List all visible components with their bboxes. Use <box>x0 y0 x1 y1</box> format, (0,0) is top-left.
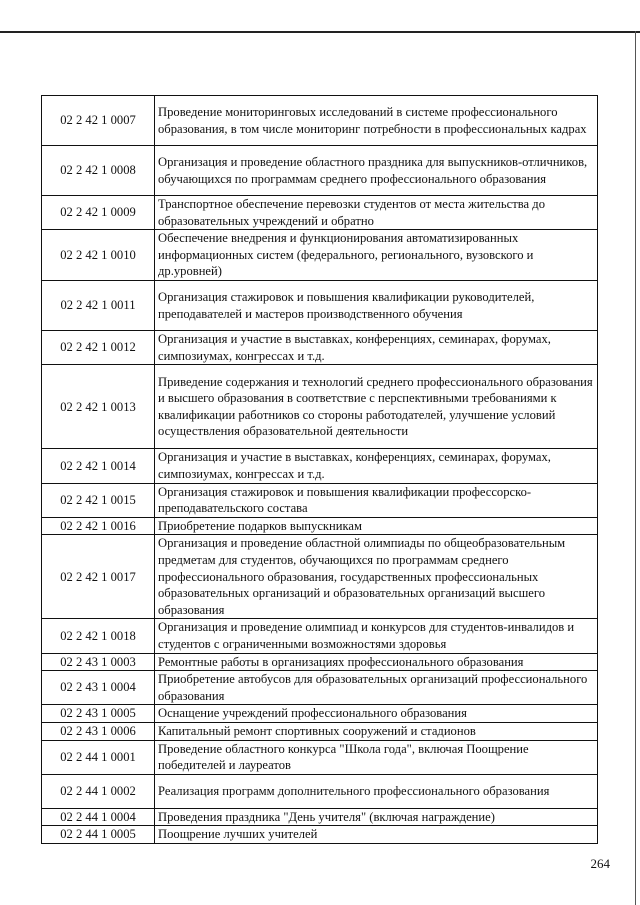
table-row <box>42 740 598 774</box>
table-row <box>42 826 598 844</box>
description-cell: Поощрение лучших учителей <box>155 826 598 844</box>
description-cell: Организация и проведение областной олимпиады по общеобразовательным предметам для студентов, обучающихся по программам среднего профессионального образования, государственных профессиональных образовательных организаций и образовательных организаций высшего образования <box>155 535 598 619</box>
code-cell: 02 2 42 1 0007 <box>42 96 155 146</box>
table-row <box>42 653 598 671</box>
description-cell: Организация стажировок и повышения квалификации профессорско-преподавательского состава <box>155 483 598 517</box>
code-cell: 02 2 44 1 0001 <box>42 740 155 774</box>
description-cell: Организация стажировок и повышения квалификации руководителей, преподавателей и мастеров производственного обучения <box>155 281 598 331</box>
code-cell: 02 2 42 1 0017 <box>42 535 155 619</box>
description-cell: Проведение мониторинговых исследований в системе профессионального образования, в том числе мониторинг потребности в профессиональных кадрах <box>155 96 598 146</box>
description-cell: Реализация программ дополнительного профессионального образования <box>155 774 598 808</box>
code-cell: 02 2 44 1 0002 <box>42 774 155 808</box>
page-number: 264 <box>590 856 610 871</box>
table-row <box>42 281 598 331</box>
code-cell: 02 2 42 1 0013 <box>42 365 155 449</box>
description-cell: Организация и проведение областного праздника для выпускников-отличников, обучающихся по программам среднего профессионального образования <box>155 146 598 196</box>
description-cell: Организация и участие в выставках, конференциях, семинарах, форумах, симпозиумах, конгрессах и т.д. <box>155 331 598 365</box>
code-cell: 02 2 42 1 0012 <box>42 331 155 365</box>
description-cell: Приведение содержания и технологий среднего профессионального образования и высшего образования в соответствие с перспективными требованиями к квалификации работников со стороны работодателей, улучшение условий осуществления образовательной деятельности <box>155 365 598 449</box>
code-cell: 02 2 42 1 0015 <box>42 483 155 517</box>
table-row <box>42 196 598 230</box>
description-cell: Приобретение автобусов для образовательных организаций профессионального образования <box>155 671 598 705</box>
table-row <box>42 483 598 517</box>
code-cell: 02 2 42 1 0018 <box>42 619 155 653</box>
description-cell: Обеспечение внедрения и функционирования автоматизированных информационных систем (федерального, регионального, вузовского и др.уровней) <box>155 230 598 281</box>
code-cell: 02 2 42 1 0010 <box>42 230 155 281</box>
table-row <box>42 449 598 483</box>
table-row <box>42 230 598 281</box>
code-cell: 02 2 43 1 0003 <box>42 653 155 671</box>
code-cell: 02 2 44 1 0004 <box>42 808 155 826</box>
code-cell: 02 2 42 1 0008 <box>42 146 155 196</box>
description-cell: Оснащение учреждений профессионального образования <box>155 705 598 723</box>
description-cell: Проведения праздника "День учителя" (включая награждение) <box>155 808 598 826</box>
table-row <box>42 365 598 449</box>
table-row <box>42 705 598 723</box>
code-cell: 02 2 42 1 0014 <box>42 449 155 483</box>
page-right-border <box>635 31 636 905</box>
document-page <box>41 95 598 844</box>
description-cell: Организация и участие в выставках, конференциях, семинарах, форумах, симпозиумах, конгрессах и т.д. <box>155 449 598 483</box>
table-row <box>42 671 598 705</box>
description-cell: Ремонтные работы в организациях профессионального образования <box>155 653 598 671</box>
table-row <box>42 722 598 740</box>
description-cell: Организация и проведение олимпиад и конкурсов для студентов-инвалидов и студентов с ограниченными возможностями здоровья <box>155 619 598 653</box>
table-row <box>42 146 598 196</box>
code-cell: 02 2 42 1 0016 <box>42 517 155 535</box>
page-top-border <box>0 31 640 33</box>
code-cell: 02 2 42 1 0011 <box>42 281 155 331</box>
code-cell: 02 2 43 1 0004 <box>42 671 155 705</box>
table-row <box>42 96 598 146</box>
description-cell: Капитальный ремонт спортивных сооружений и стадионов <box>155 722 598 740</box>
description-cell: Приобретение подарков выпускникам <box>155 517 598 535</box>
description-cell: Транспортное обеспечение перевозки студентов от места жительства до образовательных учреждений и обратно <box>155 196 598 230</box>
table-row <box>42 774 598 808</box>
table-row <box>42 517 598 535</box>
code-cell: 02 2 44 1 0005 <box>42 826 155 844</box>
table-row <box>42 808 598 826</box>
table-row <box>42 331 598 365</box>
table-row <box>42 619 598 653</box>
description-cell: Проведение областного конкурса "Школа года", включая Поощрение победителей и лауреатов <box>155 740 598 774</box>
code-cell: 02 2 42 1 0009 <box>42 196 155 230</box>
budget-codes-table <box>41 95 598 844</box>
code-cell: 02 2 43 1 0005 <box>42 705 155 723</box>
table-row <box>42 535 598 619</box>
code-cell: 02 2 43 1 0006 <box>42 722 155 740</box>
